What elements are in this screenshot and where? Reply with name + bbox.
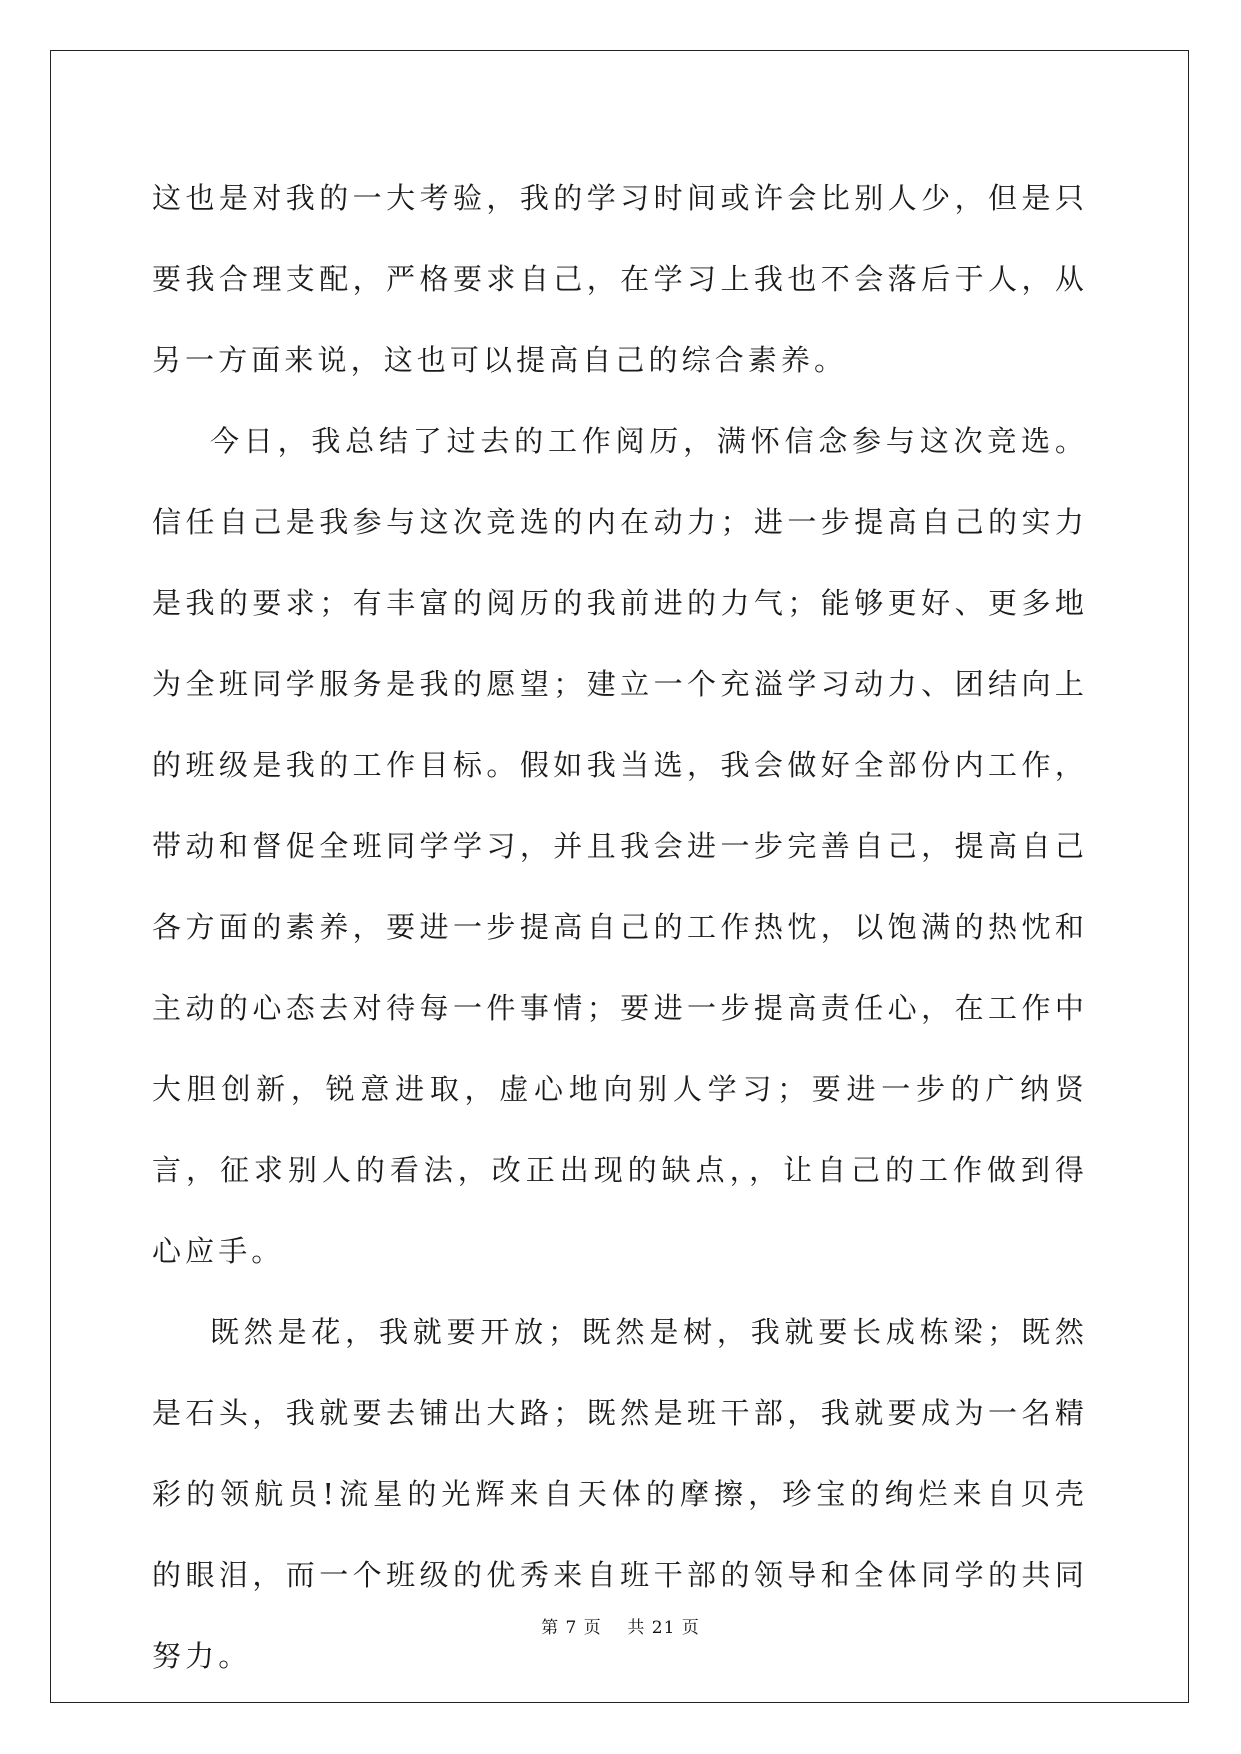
document-body: [152, 158, 1088, 1697]
paragraph-2: 今日，我总结了过去的工作阅历，满怀信念参与这次竞选。信任自己是我参与这次竞选的内在动力；进一步提高自己的实力是我的要求；有丰富的阅历的我前进的力气；能够更好、更多地为全班同学服务是我的愿望；建立一个充溢学习动力、团结向上的班级是我的工作目标。假如我当选，我会做好全部份内工作，带动和督促全班同学学习，并且我会进一步完善自己，提高自己各方面的素养，要进一步提高自己的工作热忱，以饱满的热忱和主动的心态去对待每一件事情；要进一步提高责任心，在工作中大胆创新，锐意进取，虚心地向别人学习；要进一步的广纳贤言，征求别人的看法，改正出现的缺点，，让自己的工作做到得心应手。: [152, 424, 1088, 1268]
paragraph-1: 这也是对我的一大考验，我的学习时间或许会比别人少，但是只要我合理支配，严格要求自己，在学习上我也不会落后于人，从另一方面来说，这也可以提高自己的综合素养。: [152, 181, 1088, 377]
page-number-label: 第 7 页 共 21 页: [541, 1618, 700, 1638]
paragraph-3: 既然是花，我就要开放；既然是树，我就要长成栋梁；既然是石头，我就要去铺出大路；既然是班干部，我就要成为一名精彩的领航员!流星的光辉来自天体的摩擦，珍宝的绚烂来自贝壳的眼泪，而一个班级的优秀来自班干部的领导和全体同学的共同努力。: [152, 1315, 1088, 1673]
page-number-footer: [0, 1613, 1241, 1638]
